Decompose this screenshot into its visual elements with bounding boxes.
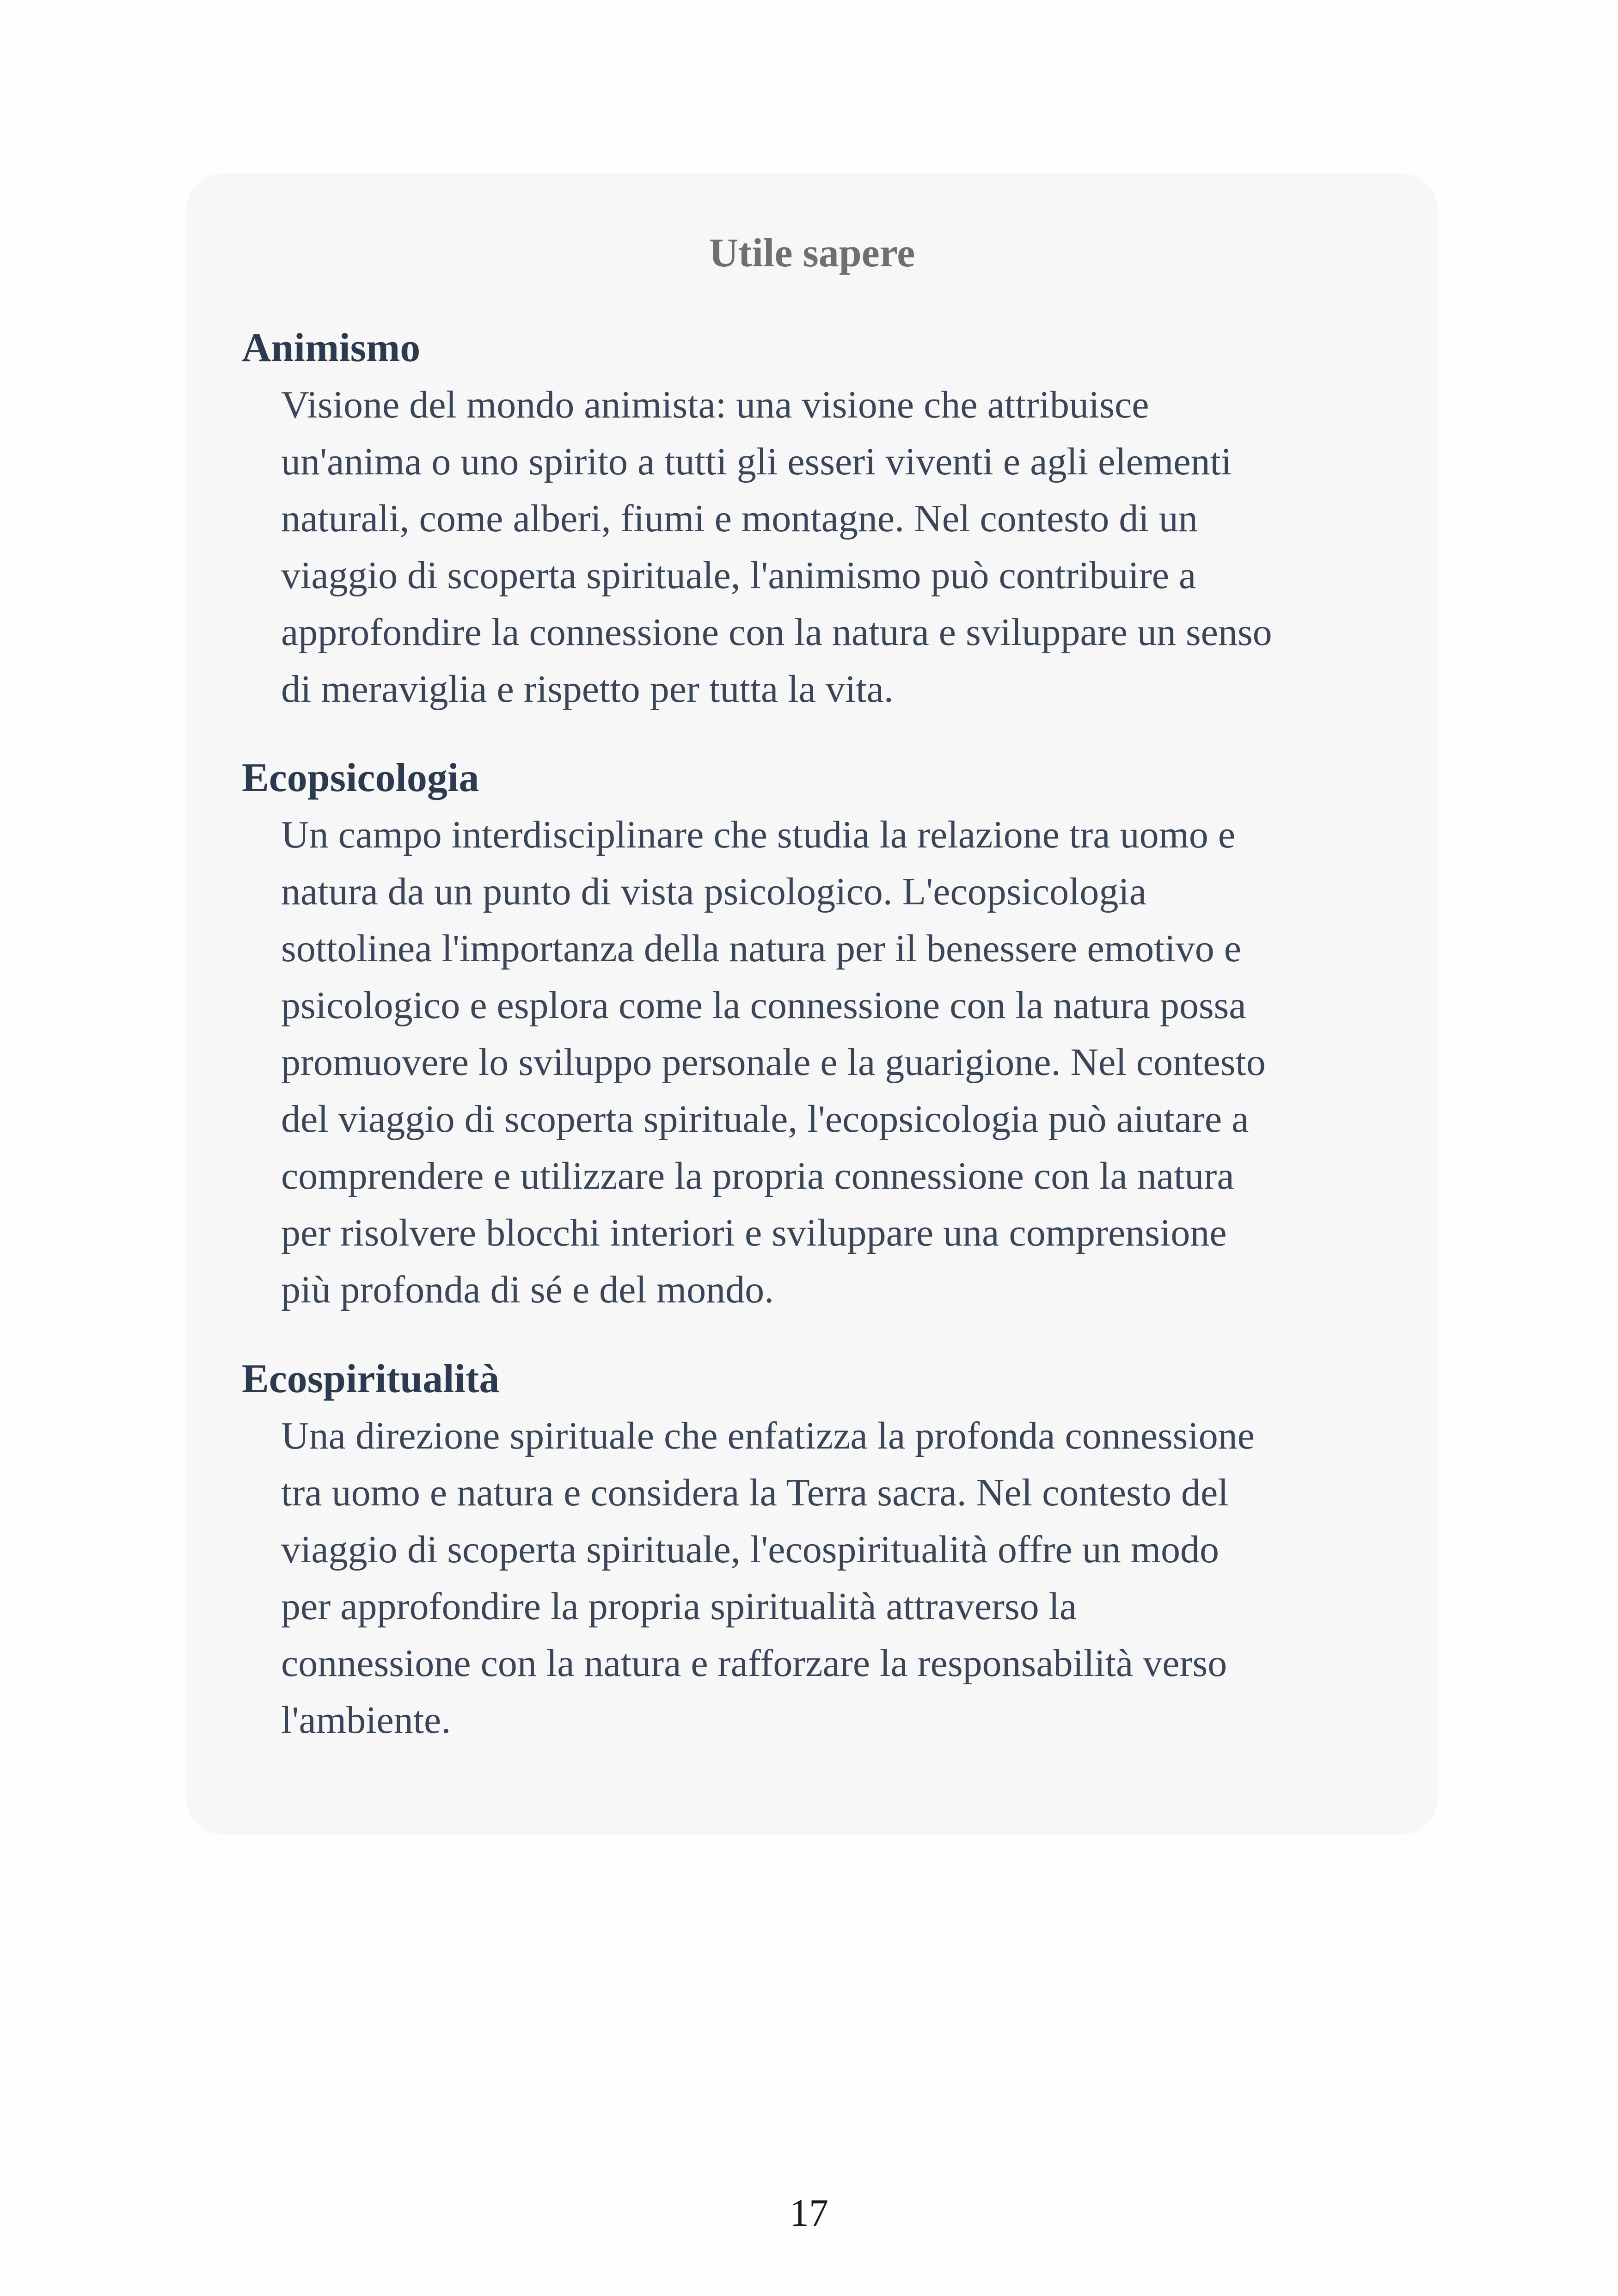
term-heading: Ecopsicologia — [242, 755, 479, 800]
term-definition: Un campo interdisciplinare che studia la relazione tra uomo e natura da un punto di vista psicologico. L'ecopsicologia sottolinea l'importanza della natura per il benessere emotivo e psicologico e esplora come la connessione con la natura possa promuovere lo sviluppo personale e la guarigione. Nel contesto del viaggio di scoperta spirituale, l'ecopsicologia può aiutare a comprendere e utilizzare la propria connessione con la natura per risolvere blocchi interiori e sviluppare una comprensione più profonda di sé e del mondo. — [281, 813, 1266, 1311]
term-heading: Ecospiritualità — [242, 1357, 500, 1401]
glossary-entry-animismo — [242, 324, 1401, 718]
page-number: 17 — [790, 2192, 828, 2235]
glossary-entry-ecospiritualita — [242, 1355, 1401, 1749]
box-title: Utile sapere — [709, 231, 915, 276]
glossary-entry-ecopsicologia — [242, 754, 1401, 1318]
term-definition: Una direzione spirituale che enfatizza la profonda connessione tra uomo e natura e considera la Terra sacra. Nel contesto del viaggio di scoperta spirituale, l'ecospiritualità offre un modo per approfondire la propria spiritualità attraverso la connessione con la natura e rafforzare la responsabilità verso l'ambiente. — [281, 1414, 1255, 1742]
term-heading: Animismo — [242, 325, 421, 370]
term-definition: Visione del mondo animista: una visione che attribuisce un'anima o uno spirito a tutti gli esseri viventi e agli elementi naturali, come alberi, fiumi e montagne. Nel contesto di un viaggio di scoperta spirituale, l'animismo può contribuire a approfondire la connessione con la natura e sviluppare un senso di meraviglia e rispetto per tutta la vita. — [281, 383, 1272, 711]
info-box — [186, 173, 1438, 1835]
